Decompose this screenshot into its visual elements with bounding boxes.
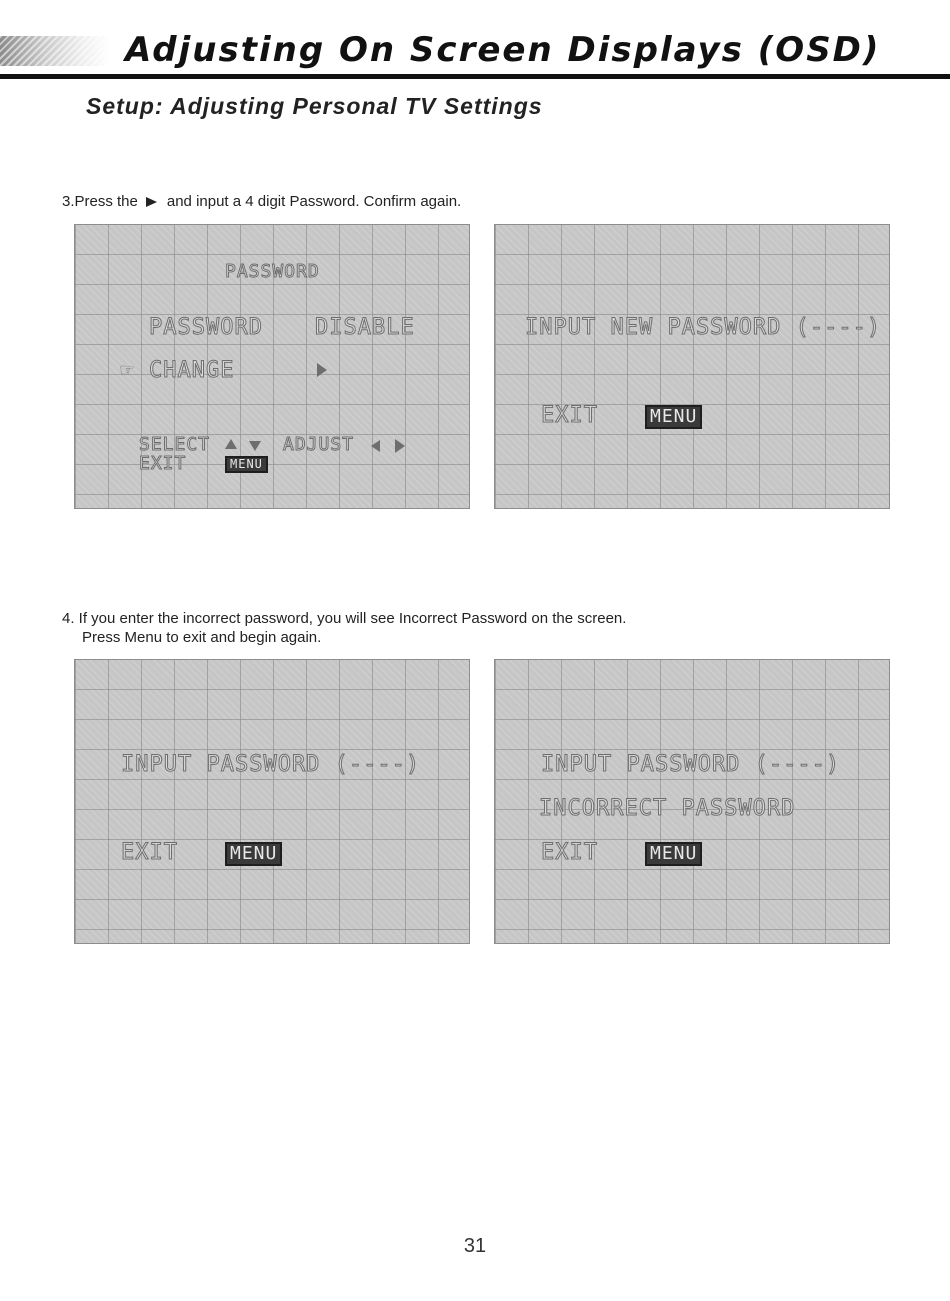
section-subtitle: Setup: Adjusting Personal TV Settings [86, 93, 543, 119]
osd-menu-key: MENU [645, 842, 702, 866]
right-triangle-icon [146, 197, 157, 207]
osd-exit-label: EXIT [541, 403, 598, 428]
down-arrow-icon [249, 441, 261, 451]
right-arrow-icon [395, 439, 405, 453]
page-number: 31 [463, 1235, 487, 1257]
osd-password-heading: PASSWORD [225, 261, 320, 282]
osd-new-password-prompt: INPUT NEW PASSWORD (----) [525, 315, 882, 340]
step-3-text-before: 3.Press the [62, 193, 138, 210]
osd-screen-new-password [494, 224, 890, 509]
pointing-hand-icon: ☞ [119, 360, 136, 380]
step-3-text-after: and input a 4 digit Password. Confirm again. [166, 193, 462, 210]
step-4-line-2: Press Menu to exit and begin again. [82, 629, 322, 646]
osd-incorrect-password-error: INCORRECT PASSWORD [539, 796, 796, 821]
header-decoration [0, 36, 110, 66]
osd-screen-password-menu [74, 224, 470, 509]
osd-exit-label: EXIT [139, 453, 187, 474]
osd-screen-input-password [74, 659, 470, 944]
left-arrow-icon [371, 440, 380, 452]
osd-exit-label: EXIT [121, 840, 178, 865]
up-arrow-icon [225, 439, 237, 449]
step-4-line-1: 4. If you enter the incorrect password, you will see Incorrect Password on the screen. [62, 610, 627, 627]
title-rule [0, 74, 950, 79]
osd-adjust-label: ADJUST [283, 434, 355, 455]
osd-menu-key: MENU [225, 456, 268, 473]
page-title: Adjusting On Screen Displays (OSD) [125, 30, 881, 70]
osd-password-row-value: DISABLE [315, 315, 415, 340]
step-4-instruction [62, 609, 626, 647]
osd-input-password-prompt: INPUT PASSWORD (----) [121, 752, 421, 777]
osd-menu-key: MENU [645, 405, 702, 429]
osd-screen-incorrect-password [494, 659, 890, 944]
osd-password-row-label: PASSWORD [149, 315, 263, 340]
step-3-instruction [62, 192, 461, 211]
osd-change-label: CHANGE [149, 358, 235, 383]
osd-select-label: SELECT [139, 434, 211, 455]
right-arrow-icon [317, 363, 327, 377]
osd-menu-key: MENU [225, 842, 282, 866]
osd-input-password-prompt: INPUT PASSWORD (----) [541, 752, 841, 777]
osd-exit-label: EXIT [541, 840, 598, 865]
